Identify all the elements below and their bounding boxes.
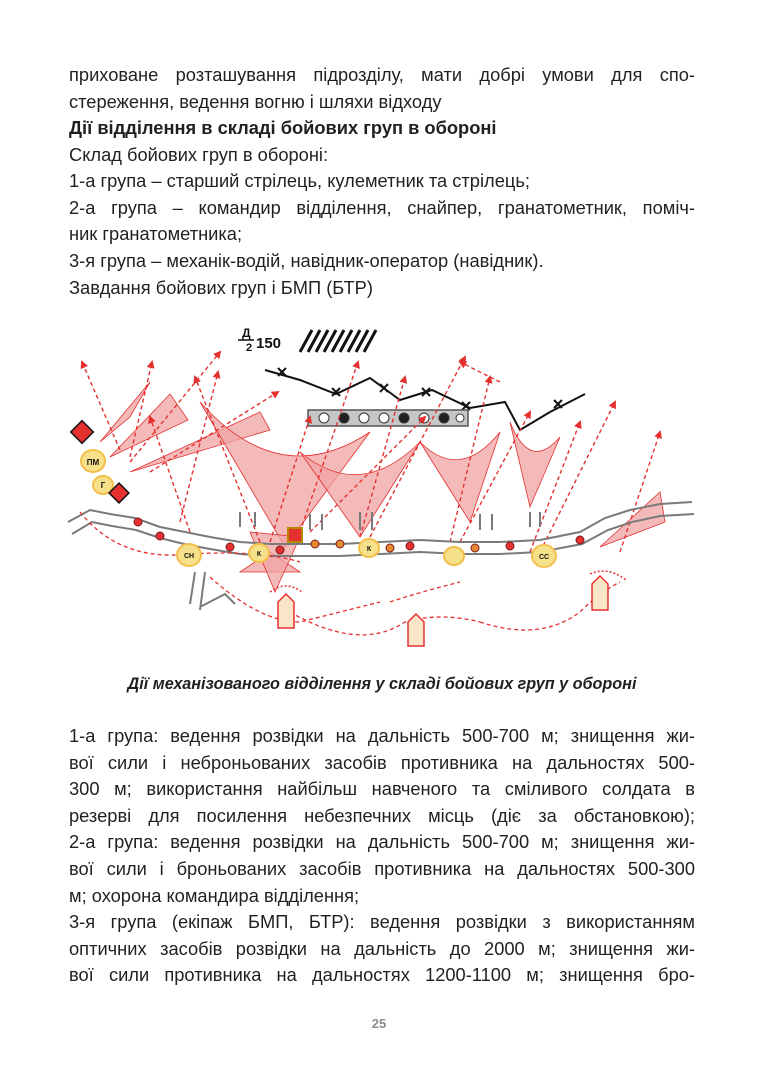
text-line: вої сили і броньованих засобів противника на дальностях 500-300 (69, 857, 695, 879)
position-ss (532, 545, 556, 567)
position-k-right (359, 539, 379, 557)
text-line: приховане розташування підрозділу, мати добрі умови для спо- (69, 64, 695, 85)
minefield (308, 410, 468, 426)
text-line: резерві для посилення небезпечних місць (діє за обстановкою); (69, 804, 695, 826)
text-line: 1-а група: ведення розвідки на дальність 500-700 м; знищення жи- (69, 725, 695, 746)
position-label: К (366, 546, 372, 553)
composition-section (69, 115, 695, 301)
text-line: 1-а група – старший стрілець, кулеметник та стрілець; (69, 170, 530, 192)
vehicles (278, 576, 608, 646)
commander-icon (288, 528, 302, 542)
figure-caption: Дії механізованого відділення у складі бойових груп у обороні (127, 675, 637, 693)
vehicle-arcs (270, 571, 626, 592)
mark-fraction: 2 (246, 342, 253, 354)
position-k-left (249, 544, 269, 562)
flag-icon (71, 421, 94, 444)
text-line: ник гранатометника; (69, 223, 243, 245)
text-line: 3-я група – механік-водій, навідник-оператор (навідник). (69, 249, 544, 271)
mark-letter: Д (242, 326, 251, 340)
intro-paragraph (69, 62, 695, 115)
text-line: вої сили і неброньованих засобів противника на дальностях 500- (69, 751, 695, 773)
text-line: 2-а група: ведення розвідки на дальність 500-700 м; знищення жи- (69, 831, 695, 853)
position-label: ПМ (86, 458, 100, 467)
position-sn (177, 544, 201, 566)
position-label: СН (183, 553, 195, 560)
text-line: оптичних засобів розвідки на дальність до 2000 м; знищення жи- (69, 937, 695, 959)
position-label: Г (100, 481, 106, 490)
hatch-icon (300, 330, 376, 352)
tasks-section (69, 723, 695, 989)
text-line: 3-я група (екіпаж БМП, БТР): ведення розвідки з використанням (69, 911, 695, 933)
page-number: 25 (371, 1016, 387, 1031)
text-line: Завдання бойових груп і БМП (БТР) (69, 276, 373, 298)
direction-mark (238, 326, 376, 354)
position-empty (444, 547, 464, 565)
text-line: м; охорона командира відділення; (69, 884, 360, 906)
text-line: 300 м; використання найбільш навченого та сміливого солдата в (69, 778, 695, 800)
position-label: СС (538, 554, 550, 561)
text-line: стереження, ведення вогню і шляхи відходу (69, 90, 442, 112)
section-heading: Дії відділення в складі бойових груп в обороні (69, 117, 497, 138)
text-line: Склад бойових груп в обороні: (69, 143, 329, 165)
mark-distance: 150 (256, 335, 282, 352)
position-label: К (256, 551, 262, 558)
bmp-icon (592, 576, 608, 610)
bmp-icon (408, 614, 424, 646)
text-line: вої сили противника на дальностях 1200-1100 м; знищення бро- (69, 964, 695, 986)
position-pm (81, 450, 105, 472)
bmp-icon (278, 594, 294, 628)
text-line: 2-а група – командир відділення, снайпер, гранатометник, поміч- (69, 196, 695, 218)
defense-diagram (60, 322, 700, 667)
